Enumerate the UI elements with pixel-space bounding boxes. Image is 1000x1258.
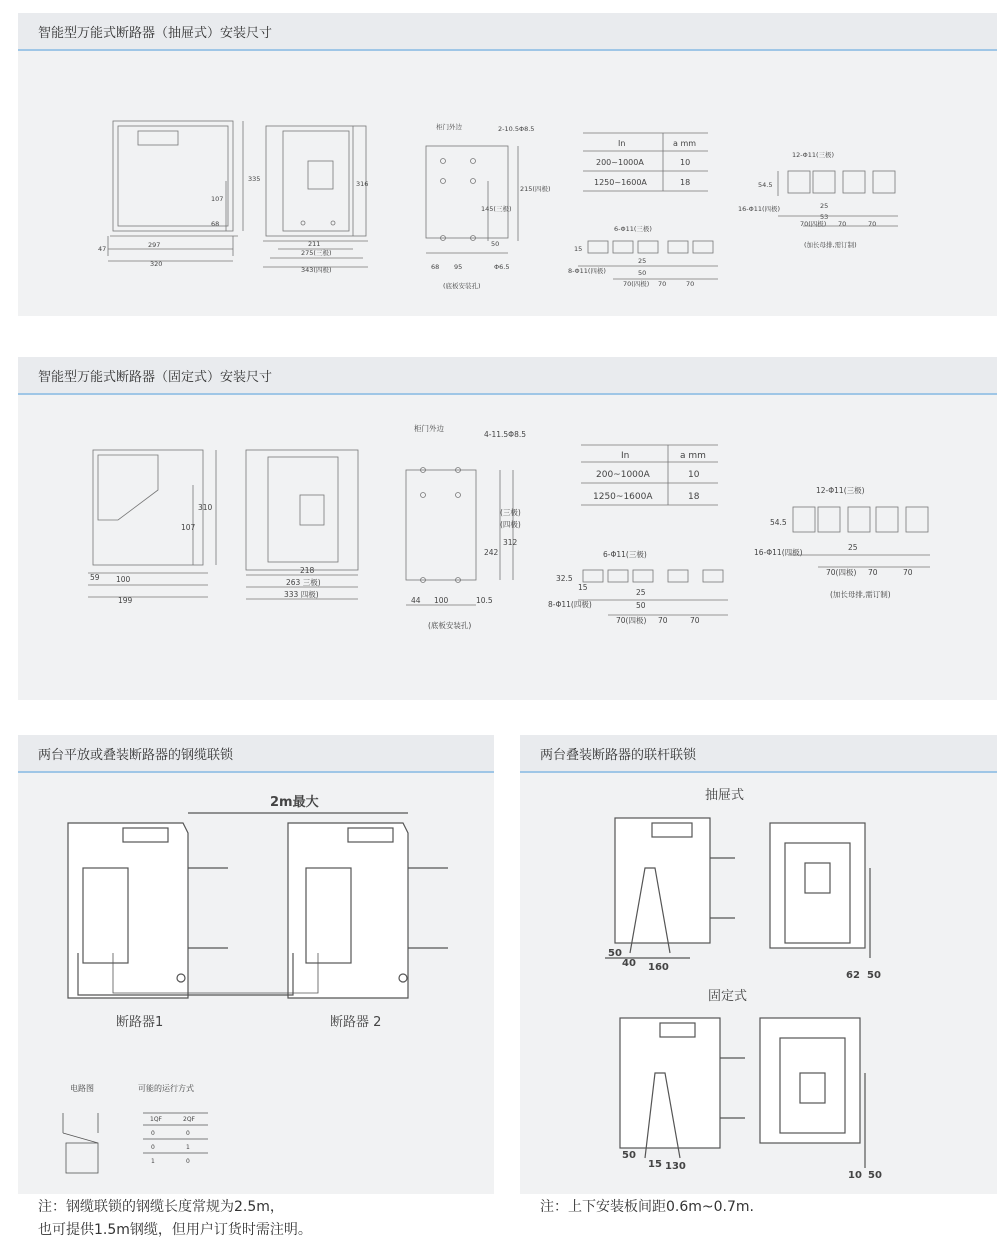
dim-text: 211 [308, 240, 321, 248]
term-caption: (加长母排,需订制) [804, 241, 857, 249]
rod-note-line: 注：上下安装板间距0.6m~0.7m. [540, 1199, 754, 1215]
hole-label: 柜门外边 [414, 424, 444, 433]
rod-interlock-drawing [520, 773, 997, 1193]
fixed-front-drawing [760, 1018, 865, 1168]
side-view-drawing [88, 450, 216, 597]
dim-text: 107 [211, 195, 224, 203]
dim-text: 275(三极) [301, 249, 332, 257]
breaker-2-label: 断路器 2 [330, 1015, 382, 1030]
section-rod-interlock [520, 735, 997, 1194]
terminal-drawing [778, 171, 898, 226]
fixed-drawings [18, 395, 997, 700]
dim-text: 70(四极) [800, 220, 827, 228]
dim-text: (四极) [500, 520, 521, 529]
table-header: In [621, 451, 630, 461]
table-header: a mm [673, 139, 697, 148]
section-title: 两台叠装断路器的联杆联锁 [540, 748, 697, 763]
table-cell: 200~1000A [596, 158, 644, 167]
dim-text: 130 [665, 1161, 686, 1172]
dim-text: 107 [181, 523, 196, 532]
dim-text: 70(四极) [623, 280, 650, 288]
dim-text: 68 [431, 263, 440, 271]
dim-text: 70 [868, 568, 878, 577]
table-cell: 10 [680, 158, 691, 167]
bus-label: 8-Φ11(四极) [548, 600, 592, 609]
breaker-1-label: 断路器1 [116, 1015, 164, 1030]
drawout-front-drawing [770, 823, 870, 958]
term-label: 16-Φ11(四极) [738, 205, 781, 213]
term-label: 12-Φ11(三极) [792, 151, 835, 159]
bus-label: 6-Φ11(三极) [603, 550, 647, 559]
side-view-drawing [108, 121, 243, 261]
rating-table [583, 133, 708, 191]
dim-text: 320 [150, 260, 163, 268]
table-cell: 18 [680, 178, 691, 187]
dim-text: 59 [90, 573, 100, 582]
dim-text: 263 三极) [286, 578, 321, 587]
dim-text: 343(四极) [301, 266, 332, 274]
dim-text: 68 [211, 220, 220, 228]
modes-header: 1QF [150, 1116, 162, 1123]
modes-cell: 1 [151, 1158, 155, 1165]
cable-interlock-drawing [18, 773, 494, 1193]
dim-text: 10.5 [476, 596, 493, 605]
dim-text: (三极) [500, 508, 521, 517]
table-header: a mm [680, 451, 706, 461]
bus-label: 6-Φ11(三极) [614, 225, 652, 233]
drawout-side-drawing [605, 818, 735, 958]
drawout-drawings [18, 51, 997, 316]
dim-text: 70 [903, 568, 913, 577]
dim-text: 53 [820, 213, 829, 221]
dim-text: 218 [300, 566, 315, 575]
hole-spec: 2-10.5Φ8.5 [498, 125, 535, 133]
dim-text: 15 [648, 1159, 662, 1170]
dim-text: 15 [574, 245, 583, 253]
dim-text: 70 [686, 280, 695, 288]
dim-text: 44 [411, 596, 421, 605]
section-fixed-dimensions [18, 357, 997, 700]
table-cell: 200~1000A [596, 470, 650, 480]
bus-label: 8-Φ11(四极) [568, 267, 606, 275]
dim-text: 54.5 [770, 518, 787, 527]
dim-text: 47 [98, 245, 107, 253]
breaker-1-drawing [68, 823, 228, 998]
dim-text: 54.5 [758, 181, 773, 189]
dim-text: 50 [491, 240, 500, 248]
section-title: 两台平放或叠装断路器的钢缆联锁 [38, 748, 234, 763]
busbar-drawing [578, 570, 728, 615]
fixed-side-drawing [620, 1018, 745, 1158]
rod-note [540, 1196, 754, 1219]
terminal-drawing [788, 507, 930, 567]
dim-text: 70(四极) [826, 568, 857, 577]
hole-spec: 4-11.5Φ8.5 [484, 430, 527, 439]
dim-text: 70 [690, 616, 700, 625]
modes-cell: 0 [186, 1158, 190, 1165]
section-title: 智能型万能式断路器（固定式）安装尺寸 [38, 370, 273, 385]
max-length-label: 2m最大 [270, 795, 319, 810]
dim-text: 25 [848, 543, 858, 552]
circuit-label: 电路图 [70, 1084, 94, 1093]
table-cell: 18 [688, 492, 700, 502]
table-cell: 1250~1600A [593, 492, 653, 502]
modes-cell: 1 [186, 1144, 190, 1151]
dim-text: 32.5 [556, 574, 573, 583]
dim-text: 70(四极) [616, 616, 647, 625]
section-drawout-dimensions [18, 13, 997, 316]
modes-label: 可能的运行方式 [138, 1084, 194, 1093]
dim-text: 40 [622, 958, 636, 969]
drawout-label: 抽屉式 [705, 788, 745, 803]
dim-text: 25 [636, 588, 646, 597]
breaker-2-drawing [288, 823, 448, 998]
section-header [18, 735, 494, 773]
dim-text: 312 [503, 538, 518, 547]
dim-text: 70 [658, 616, 668, 625]
section-header [18, 357, 997, 395]
term-label: 12-Φ11(三极) [816, 486, 865, 495]
front-view-drawing [246, 450, 358, 599]
dim-text: 10 [848, 1170, 862, 1181]
table-header: In [618, 139, 626, 148]
dim-text: 297 [148, 241, 161, 249]
dim-text: Φ6.5 [494, 263, 510, 271]
dim-text: 62 [846, 970, 860, 981]
fixed-label: 固定式 [708, 989, 748, 1004]
cable-note-line-2: 也可提供1.5m钢缆，但用户订货时需注明。 [38, 1222, 312, 1238]
dim-text: 50 [867, 970, 881, 981]
hole-drawing [426, 146, 518, 253]
dim-text: 50 [868, 1170, 882, 1181]
hole-caption: (底板安装孔) [428, 621, 472, 630]
dim-text: 316 [356, 180, 369, 188]
hole-drawing [406, 468, 513, 606]
dim-text: 310 [198, 503, 213, 512]
rating-table [581, 445, 718, 505]
dim-text: 70 [658, 280, 667, 288]
hole-caption: (底板安装孔) [443, 282, 481, 290]
dim-text: 160 [648, 962, 669, 973]
dim-text: 25 [638, 257, 647, 265]
dim-text: 50 [608, 948, 622, 959]
dim-text: 70 [868, 220, 877, 228]
hole-label: 柜门外边 [436, 123, 462, 131]
cable-note [38, 1196, 312, 1242]
dim-text: 70 [838, 220, 847, 228]
modes-header: 2QF [183, 1116, 195, 1123]
dim-text: 100 [116, 575, 131, 584]
dim-text: 15 [578, 583, 588, 592]
circuit-diagram [63, 1113, 98, 1173]
cable-note-line-1: 注：钢缆联锁的钢缆长度常规为2.5m， [38, 1199, 284, 1215]
section-cable-interlock [18, 735, 494, 1194]
dim-text: 215(四极) [520, 185, 551, 193]
section-header [520, 735, 997, 773]
dim-text: 100 [434, 596, 449, 605]
dim-text: 145(三极) [481, 205, 512, 213]
dim-text: 50 [636, 601, 646, 610]
section-title: 智能型万能式断路器（抽屉式）安装尺寸 [38, 26, 273, 41]
dim-text: 333 四极) [284, 590, 319, 599]
term-label: 16-Φ11(四极) [754, 548, 803, 557]
modes-cell: 0 [151, 1130, 155, 1137]
dim-text: 25 [820, 202, 829, 210]
dim-text: 199 [118, 596, 133, 605]
dim-text: 242 [484, 548, 499, 557]
term-caption: (加长母排,需订制) [830, 590, 891, 599]
table-cell: 1250~1600A [594, 178, 647, 187]
table-cell: 10 [688, 470, 700, 480]
section-header [18, 13, 997, 51]
dim-text: 335 [248, 175, 261, 183]
dim-text: 50 [638, 269, 647, 277]
modes-cell: 0 [151, 1144, 155, 1151]
modes-cell: 0 [186, 1130, 190, 1137]
dim-text: 95 [454, 263, 463, 271]
dim-text: 50 [622, 1150, 636, 1161]
